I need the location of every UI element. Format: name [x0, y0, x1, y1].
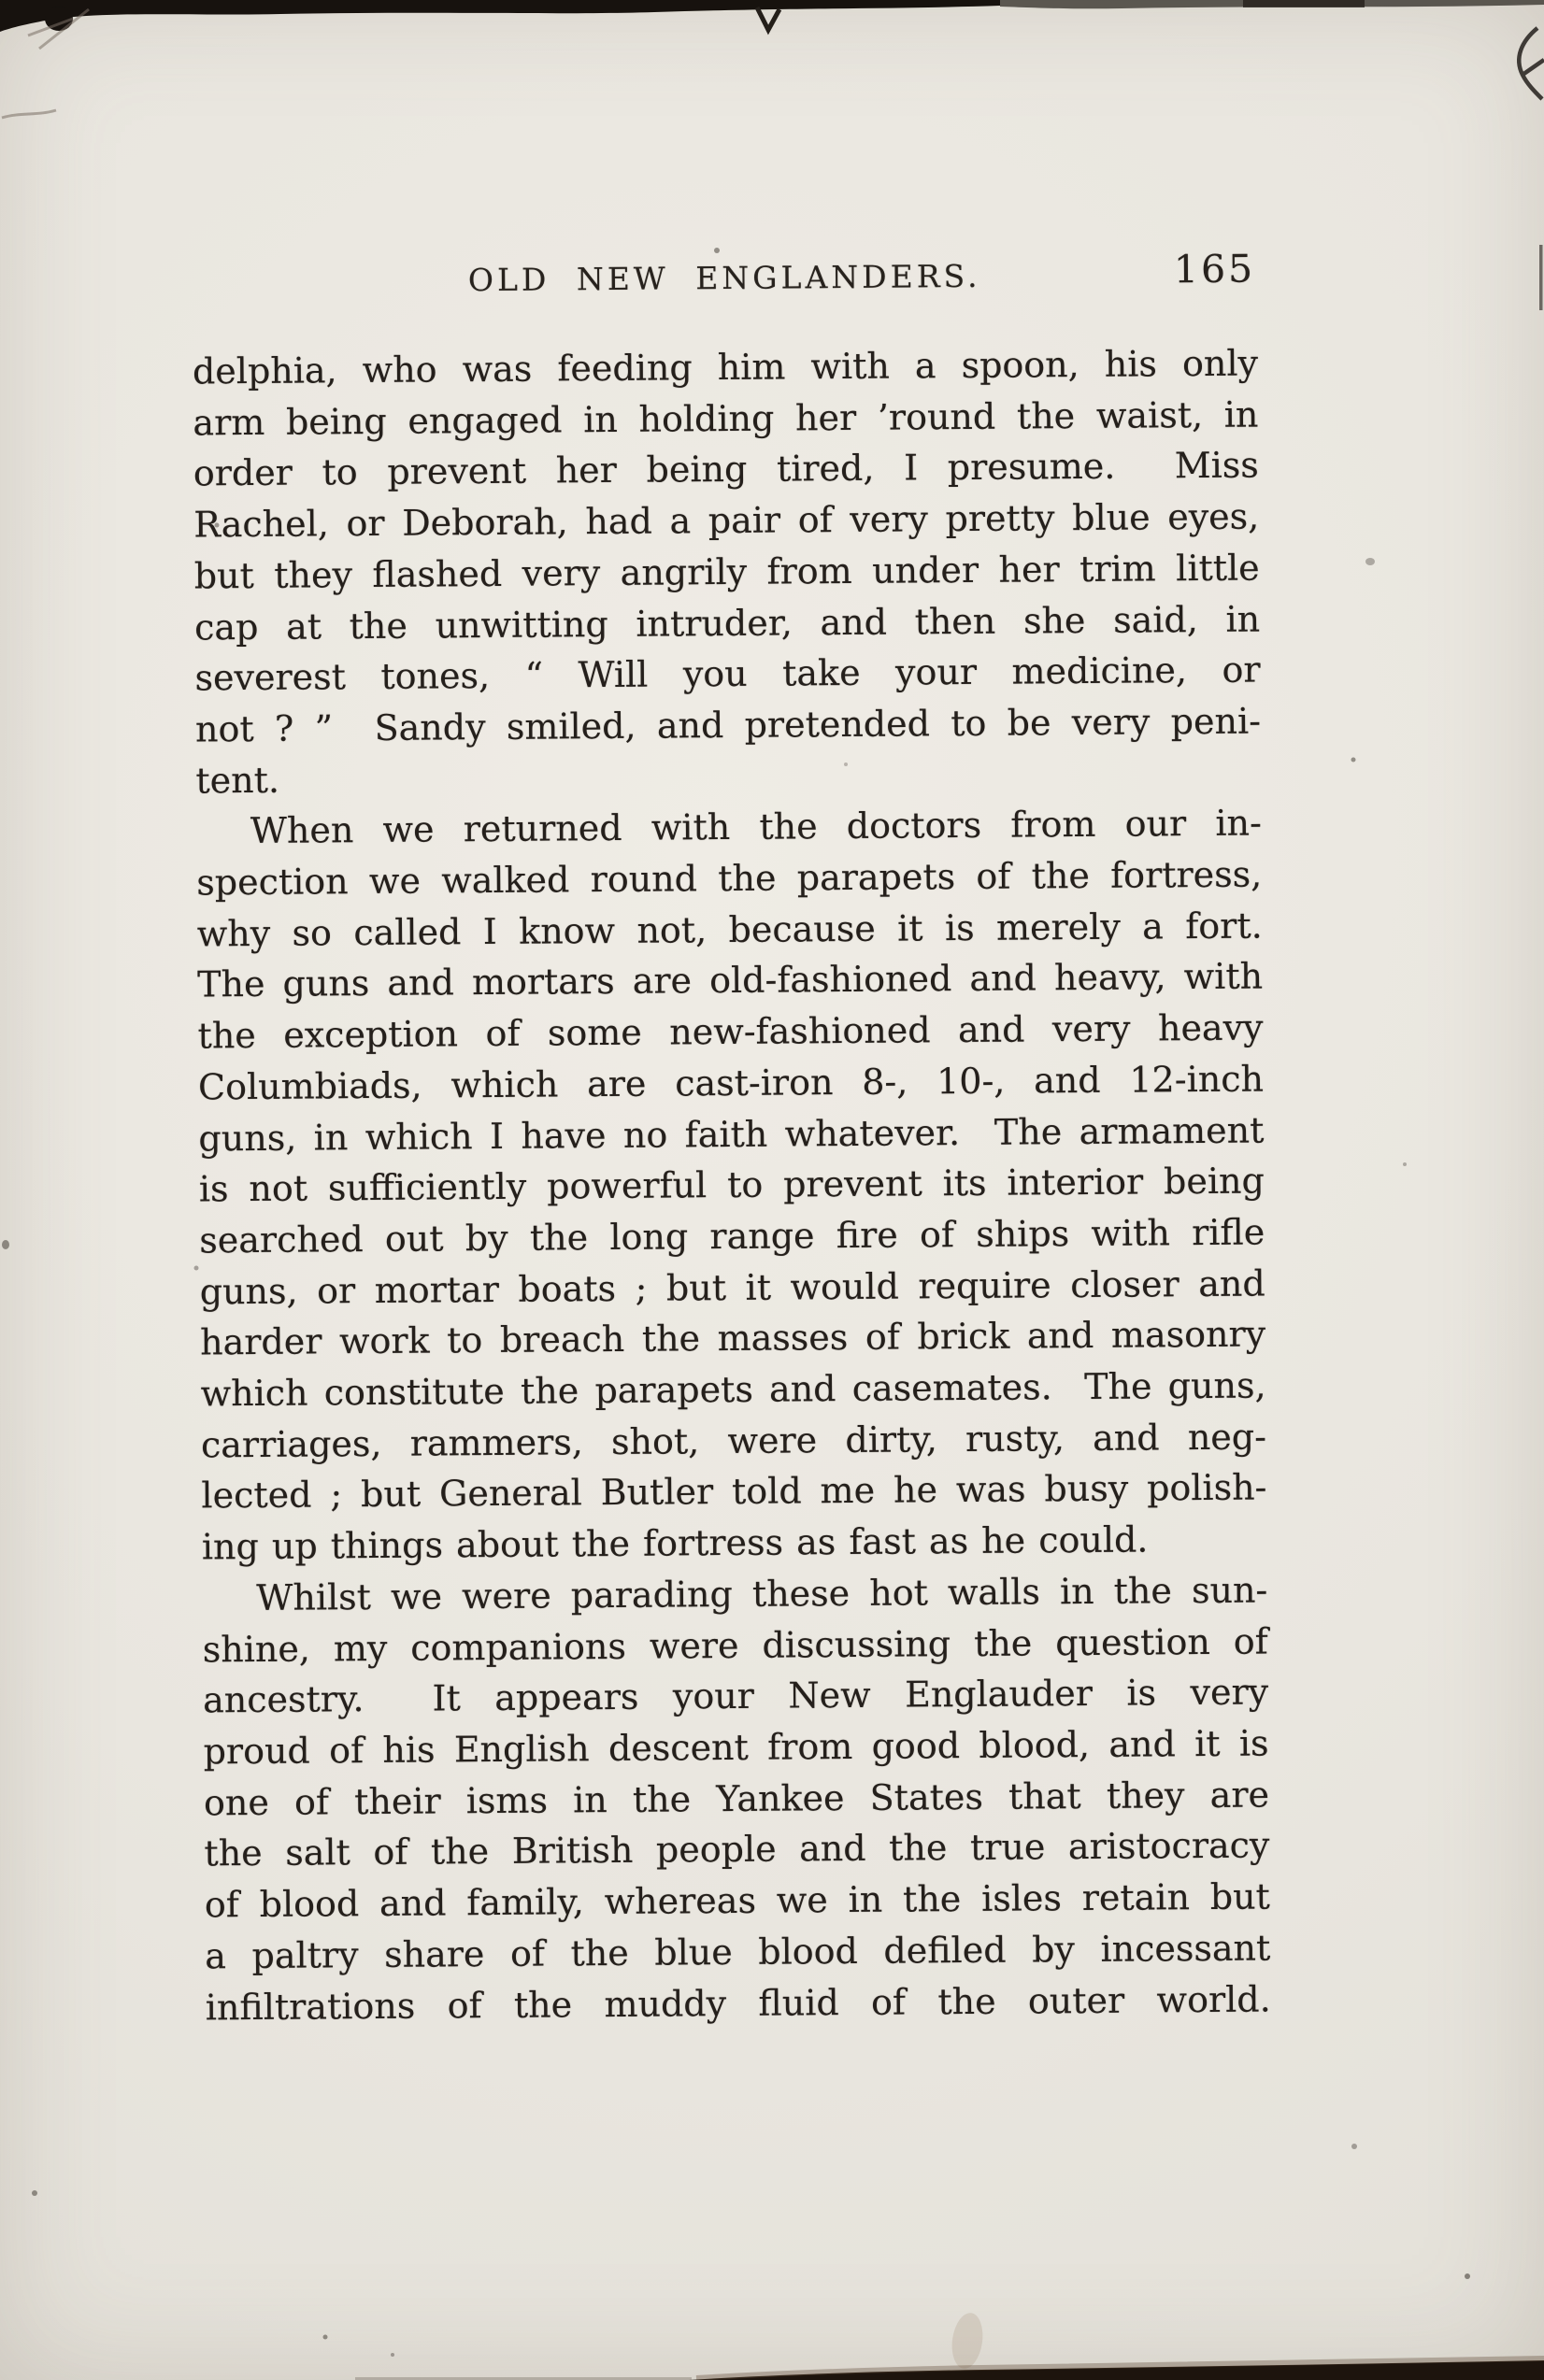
text-line: order to prevent her being tired, I presume. Miss	[193, 444, 1259, 494]
text-line: which constitute the parapets and casemates. The guns,	[200, 1364, 1266, 1415]
text-line: the exception of some new-fashioned and very heavy	[197, 1006, 1264, 1057]
text-line: infiltrations of the muddy fluid of the outer world.	[205, 1977, 1271, 2028]
text-line: harder work to breach the masses of brick and masonry	[199, 1313, 1266, 1363]
ink-mark-top-right	[1519, 28, 1544, 99]
text-line: of blood and family, whereas we in the isles retain but	[204, 1875, 1271, 1926]
text-line: carriages, rammers, shot, were dirty, rusty, and neg-	[200, 1416, 1267, 1466]
text-line: spection we walked round the parapets of the fortress,	[196, 853, 1263, 904]
text-line: one of their isms in the Yankee States that they are	[203, 1774, 1270, 1824]
top-left-scratch-marks	[2, 9, 89, 118]
page-content	[192, 247, 1271, 2033]
text-line: delphia, who was feeding him with a spoon, his only	[192, 342, 1259, 392]
text-line: a paltry share of the blue blood defiled by incessant	[205, 1927, 1271, 1977]
text-line: tent.	[195, 759, 280, 802]
bottom-edge-shadow	[355, 2311, 1544, 2380]
text-line: severest tones, “ Will you take your medicine, or	[194, 648, 1261, 699]
text-line: guns, or mortar boats ; but it would require closer and	[199, 1262, 1265, 1313]
right-edge-mark	[1539, 245, 1543, 310]
page-number: 165	[1173, 246, 1256, 292]
text-line: guns, in which I have no faith whatever. The armament	[198, 1109, 1265, 1159]
text-line: why so called I know not, because it is merely a fort.	[196, 905, 1263, 955]
running-head	[192, 247, 1257, 313]
text-line: not ? ” Sandy smiled, and pretended to be very peni-	[194, 700, 1262, 750]
text-line: ancestry. It appears your New Englauder is very	[202, 1671, 1269, 1721]
text-line: proud of his English descent from good blood, and it is	[203, 1722, 1269, 1773]
text-line: Rachel, or Deborah, had a pair of very pretty blue eyes,	[193, 495, 1260, 546]
text-line: searched out by the long range fire of ships with rifle	[199, 1211, 1265, 1261]
paragraph	[196, 798, 1267, 1573]
text-line: ing up things about the fortress as fast as he could.	[201, 1518, 1149, 1568]
text-line: When we returned with the doctors from our in-	[250, 802, 1263, 852]
text-line: lected ; but General Butler told me he was busy polish-	[201, 1466, 1267, 1517]
text-line: Columbiads, which are cast-iron 8-, 10-, and 12-inch	[197, 1058, 1265, 1108]
running-header-title: OLD NEW ENGLANDERS.	[467, 257, 981, 299]
text-line: The guns and mortars are old-fashioned and heavy, with	[196, 955, 1264, 1005]
text-line: arm being engaged in holding her ’round the waist, in	[193, 393, 1259, 444]
text-line: the salt of the British people and the true aristocracy	[204, 1824, 1270, 1874]
text-line: but they flashed very angrily from under her trim little	[193, 547, 1260, 597]
paragraph	[193, 338, 1262, 806]
text-line: Whilst we were parading these hot walls in the sun-	[256, 1569, 1268, 1618]
text-line: cap at the unwitting intruder, and then she said, in	[193, 598, 1261, 648]
paragraph	[202, 1564, 1271, 2032]
text-line: is not sufficiently powerful to prevent its interior being	[198, 1160, 1265, 1210]
text-line: shine, my companions were discussing the question of	[202, 1620, 1268, 1671]
text-block	[193, 338, 1271, 2033]
top-edge-shadow	[0, 0, 1544, 32]
